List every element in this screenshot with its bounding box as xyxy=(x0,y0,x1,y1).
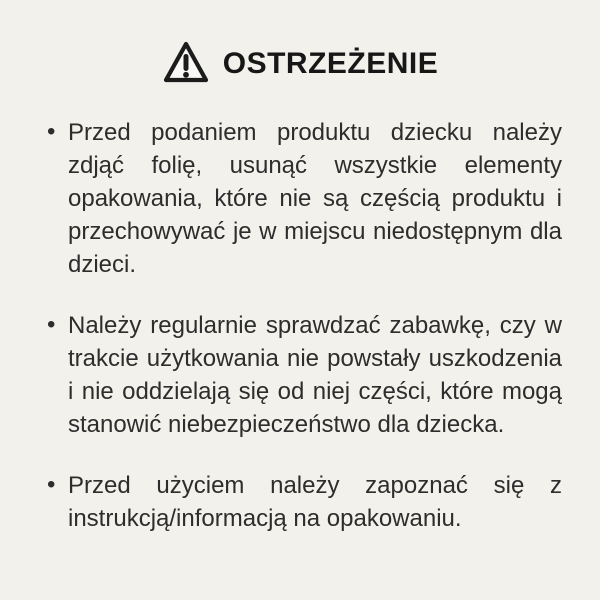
page-title: OSTRZEŻENIE xyxy=(222,47,439,80)
warning-list xyxy=(0,116,600,535)
bullet-marker: • xyxy=(47,311,56,338)
warning-list-item xyxy=(47,469,562,535)
warning-text: Przed użyciem należy zapoznać się z instrukcją/informacją na opakowaniu. xyxy=(68,472,562,532)
bullet-marker: • xyxy=(47,471,56,498)
warning-list-item xyxy=(47,309,562,441)
warning-text: Należy regularnie sprawdzać zabawkę, czy w trakcie użytkowania nie powstały uszkodzenia i nie oddzielają się od niej części, które mogą stanowić niebezpieczeństwo dla dziecka. xyxy=(68,312,562,438)
warning-header xyxy=(0,36,600,88)
warning-list-item xyxy=(47,116,562,281)
bullet-marker: • xyxy=(47,118,56,145)
warning-text: Przed podaniem produktu dziecku należy zdjąć folię, usunąć wszystkie elementy opakowania, które nie są częścią produktu i przechowywać je w miejscu niedostępnym dla dzieci. xyxy=(68,119,562,278)
warning-triangle-icon xyxy=(162,39,210,85)
